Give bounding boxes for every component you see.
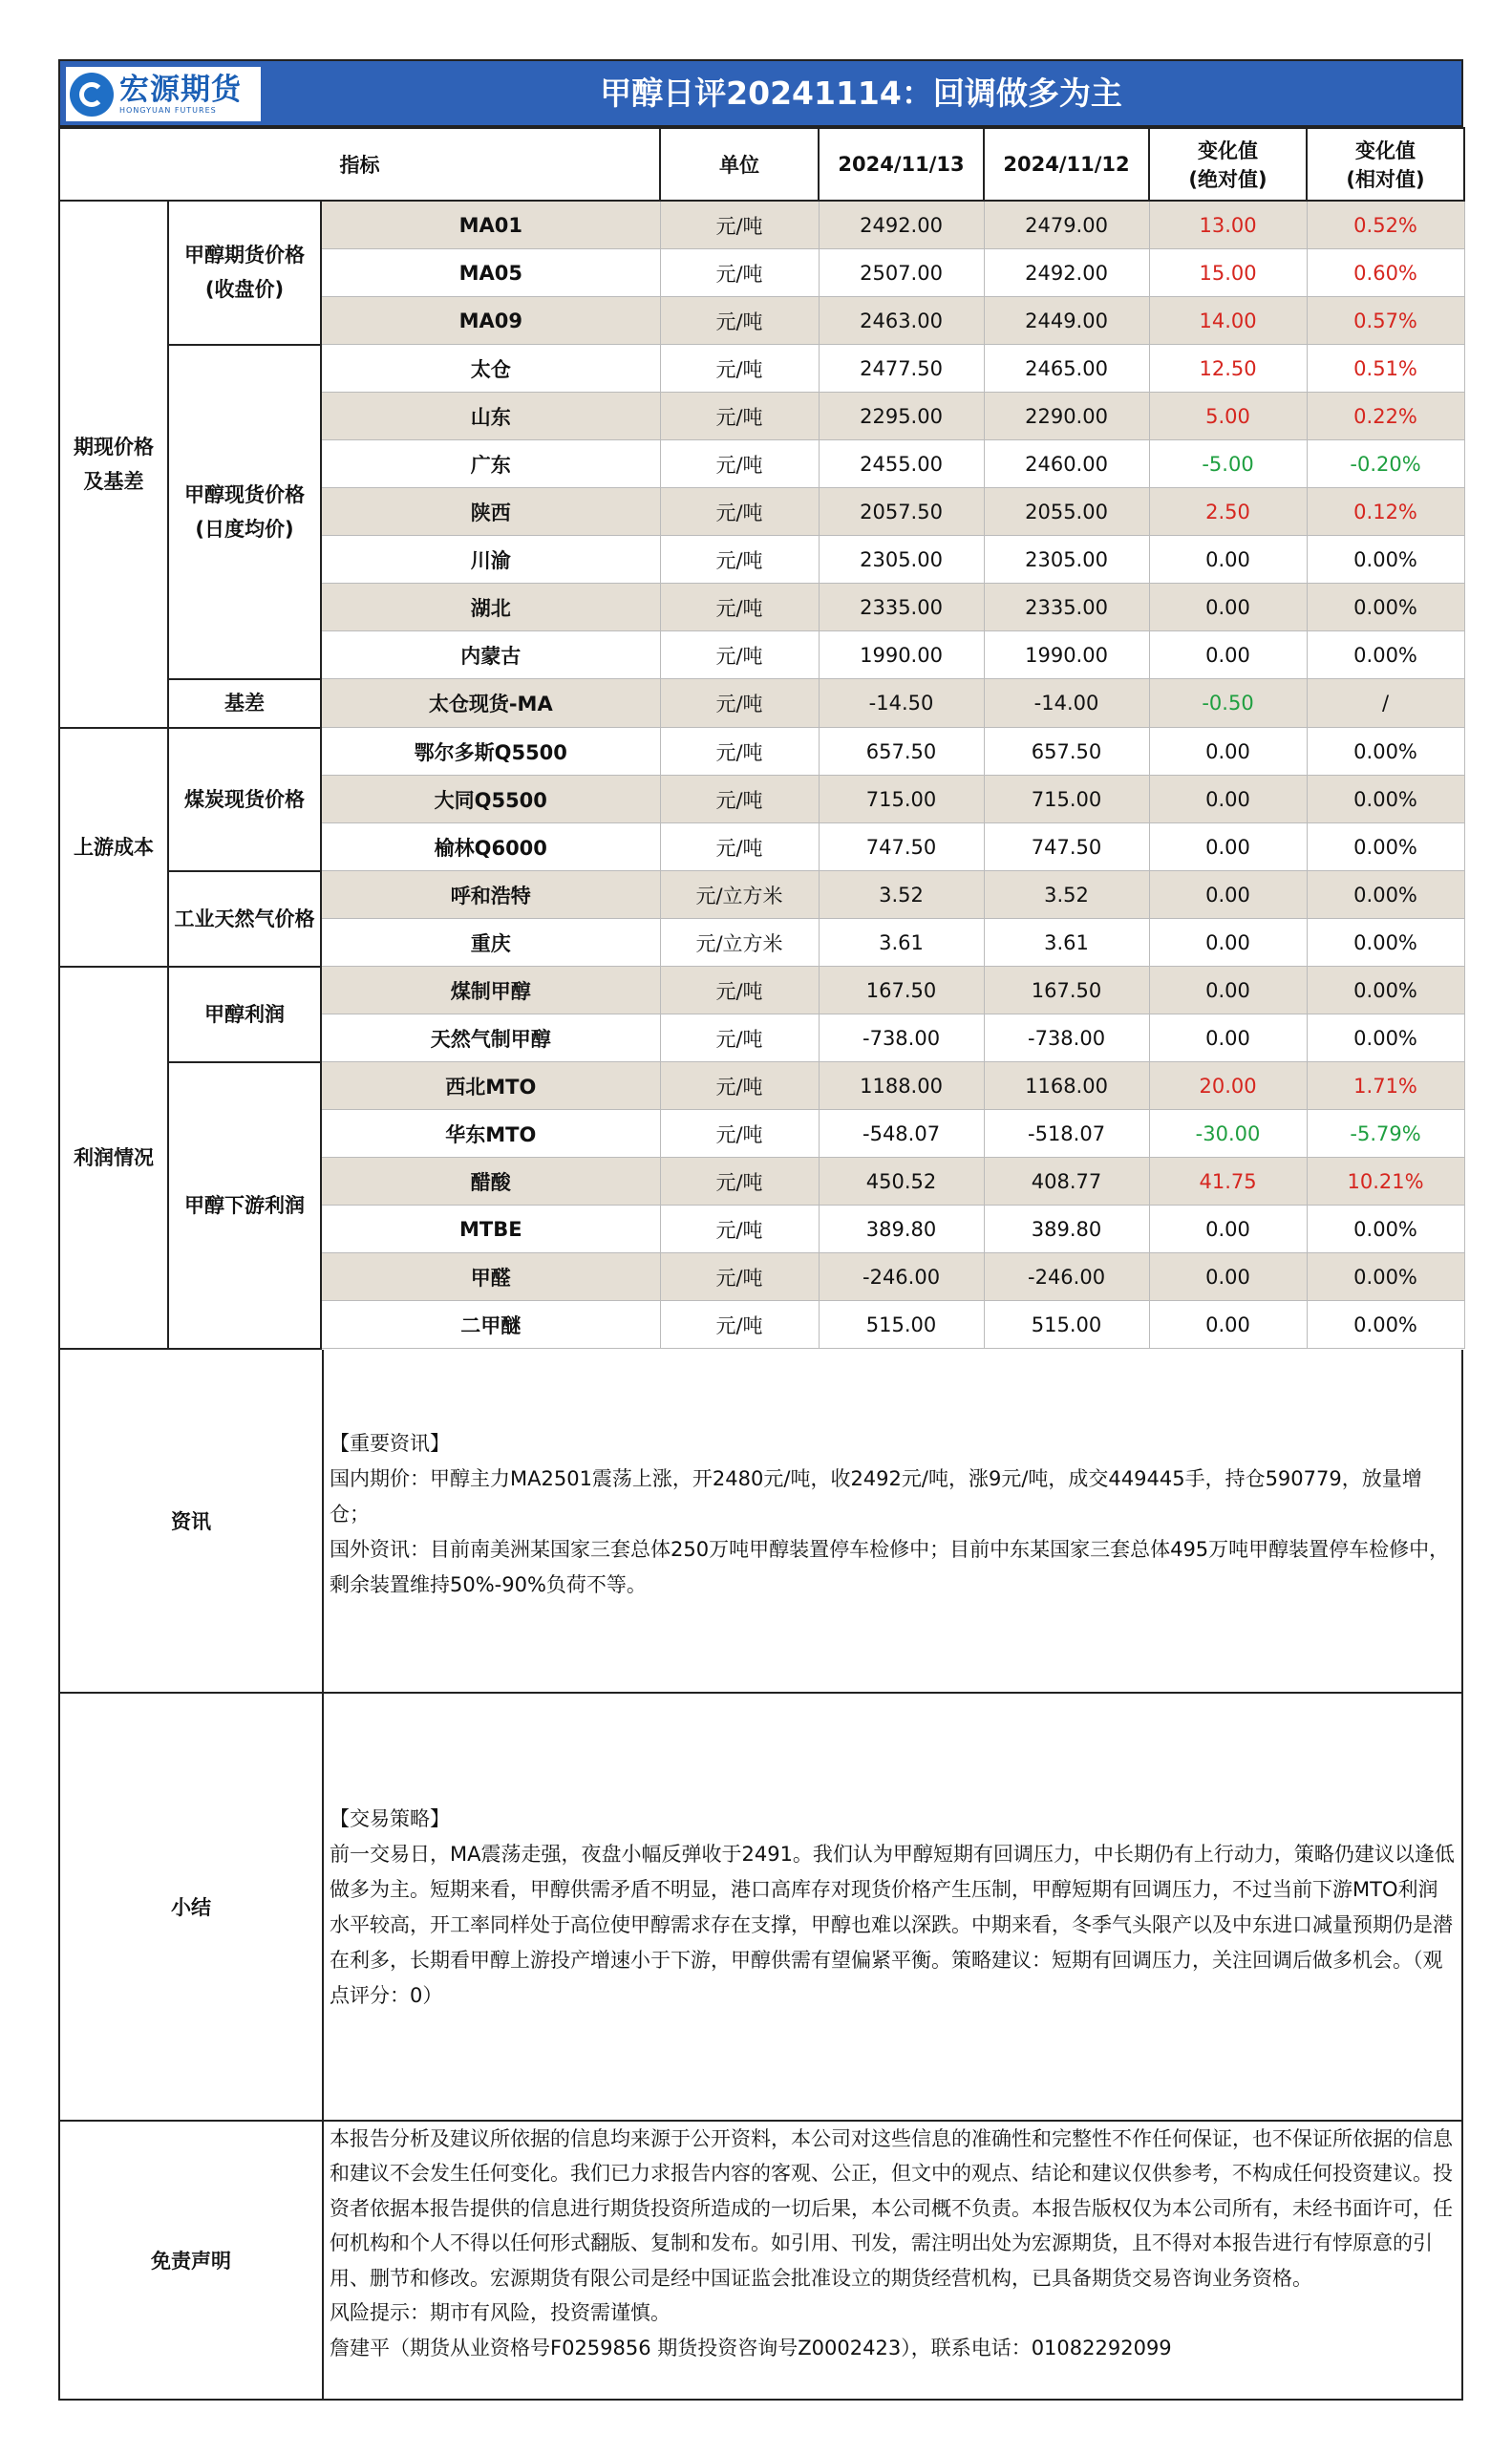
change-rel: 1.71% [1307,1062,1464,1110]
change-abs: 13.00 [1149,201,1307,249]
indicator-name: MA05 [321,249,660,297]
change-rel: 0.22% [1307,393,1464,440]
table-row-taicang [59,345,1464,393]
subgroup-label-line: 甲醇期货价格 [184,244,305,267]
value-date2: 2305.00 [984,536,1149,584]
indicator-name: 煤制甲醇 [321,967,660,1014]
group-label-profit: 利润情况 [59,967,168,1349]
table-row-hohhot-gas [59,871,1464,919]
change-rel: 0.00% [1307,871,1464,919]
header-change-abs [1149,128,1307,201]
value-date2: -14.00 [984,679,1149,728]
change-rel: 0.00% [1307,536,1464,584]
change-rel: 0.60% [1307,249,1464,297]
value-date1: -548.07 [819,1110,984,1158]
summary-body [324,1694,1461,2120]
indicator-name: 陕西 [321,488,660,536]
indicator-name: 二甲醚 [321,1301,660,1349]
unit-cell: 元/吨 [660,249,819,297]
subgroup-label-futures-price [168,201,321,345]
value-date1: 2295.00 [819,393,984,440]
value-date1: 2455.00 [819,440,984,488]
header-change-rel [1307,128,1464,201]
value-date1: -14.50 [819,679,984,728]
disclaimer-section [58,2122,1463,2401]
value-date2: 715.00 [984,776,1149,823]
indicator-name: 太仓 [321,345,660,393]
header-indicator: 指标 [59,128,660,201]
news-heading: 【重要资讯】 [330,1431,450,1455]
subgroup-label-basis: 基差 [168,679,321,728]
indicator-name: MTBE [321,1206,660,1253]
risk-warning: 风险提示：期市有风险，投资需谨慎。 [330,2301,671,2324]
change-abs: -5.00 [1149,440,1307,488]
logo-icon [70,73,114,117]
unit-cell: 元/吨 [660,679,819,728]
unit-cell: 元/吨 [660,1158,819,1206]
value-date2: 657.50 [984,728,1149,776]
indicator-name: 重庆 [321,919,660,967]
summary-text: 前一交易日，MA震荡走强，夜盘小幅反弹收于2491。我们认为甲醇短期有回调压力，中长期仍有上行动力，策略仍建议以逢低做多为主。短期来看，甲醇供需矛盾不明显，港口高库存对现货价格产生压制，甲醇短期有回调压力，不过当前下游MTO利润水平较高，开工率同样处于高位使甲醇需求存在支撑，甲醇也难以深跌。中期来看，冬季气头限产以及中东进口减量预期仍是潜在利多，长期看甲醇上游投产增速小于下游，甲醇供需有望偏紧平衡。策略建议：短期有回调压力，关注回调后做多机会。（观点评分：0） [330,1842,1455,2007]
disclaimer-label: 免责声明 [60,2122,324,2399]
value-date2: 2479.00 [984,201,1149,249]
value-date1: -246.00 [819,1253,984,1301]
change-abs: 0.00 [1149,776,1307,823]
indicator-name: 广东 [321,440,660,488]
group-label-futures-spot-basis [59,201,168,728]
table-row-coal-methanol [59,967,1464,1014]
indicator-name: MA01 [321,201,660,249]
value-date2: -518.07 [984,1110,1149,1158]
unit-cell: 元/立方米 [660,919,819,967]
change-rel: 0.57% [1307,297,1464,345]
disclaimer-text: 本报告分析及建议所依据的信息均来源于公开资料，本公司对这些信息的准确性和完整性不作任何保证，也不保证所依据的信息和建议不会发生任何变化。我们已力求报告内容的客观、公正，但文中的观点、结论和建议仅供参考，不构成任何投资建议。投资者依据本报告提供的信息进行期货投资所造成的一切后果，本公司概不负责。本报告版权仅为本公司所有，未经书面许可，任何机构和个人不得以任何形式翻版、复制和发布。如引用、刊发，需注明出处为宏源期货，且不得对本报告进行有悖原意的引用、删节和修改。宏源期货有限公司是经中国证监会批准设立的期货经营机构，已具备期货交易咨询业务资格。 [330,2126,1453,2290]
header-change-abs-line2: (绝对值) [1188,168,1267,191]
change-abs: 0.00 [1149,967,1307,1014]
unit-cell: 元/吨 [660,201,819,249]
subgroup-label-downstream-profit: 甲醇下游利润 [168,1062,321,1349]
subgroup-label-line: 甲醇现货价格 [184,482,305,506]
header-unit: 单位 [660,128,819,201]
company-logo [66,67,261,121]
value-date2: 2449.00 [984,297,1149,345]
change-abs: 0.00 [1149,728,1307,776]
subgroup-label-gas-price: 工业天然气价格 [168,871,321,967]
value-date2: 1168.00 [984,1062,1149,1110]
indicator-name: 西北MTO [321,1062,660,1110]
change-abs: -0.50 [1149,679,1307,728]
indicator-name: 山东 [321,393,660,440]
unit-cell: 元/吨 [660,1206,819,1253]
subgroup-label-methanol-profit: 甲醇利润 [168,967,321,1062]
unit-cell: 元/吨 [660,967,819,1014]
header-change-abs-line1: 变化值 [1198,139,1259,162]
unit-cell: 元/吨 [660,440,819,488]
unit-cell: 元/吨 [660,1110,819,1158]
table-row-ma01 [59,201,1464,249]
news-label: 资讯 [60,1350,324,1692]
value-date2: -246.00 [984,1253,1149,1301]
value-date2: 389.80 [984,1206,1149,1253]
summary-label: 小结 [60,1694,324,2120]
value-date2: 2465.00 [984,345,1149,393]
subgroup-label-line: (收盘价) [204,278,285,302]
unit-cell: 元/吨 [660,1253,819,1301]
change-abs: 0.00 [1149,1253,1307,1301]
header-date2: 2024/11/12 [984,128,1149,201]
value-date1: 2335.00 [819,584,984,631]
change-rel: 0.52% [1307,201,1464,249]
indicator-name: 湖北 [321,584,660,631]
indicator-name: 川渝 [321,536,660,584]
indicator-name: 华东MTO [321,1110,660,1158]
indicator-name: 甲醛 [321,1253,660,1301]
value-date1: 515.00 [819,1301,984,1349]
title-bar [58,59,1463,127]
change-abs: 14.00 [1149,297,1307,345]
change-abs: 15.00 [1149,249,1307,297]
change-abs: 20.00 [1149,1062,1307,1110]
change-abs: 0.00 [1149,1301,1307,1349]
value-date1: 3.52 [819,871,984,919]
indicator-name: 榆林Q6000 [321,823,660,871]
indicator-name: 天然气制甲醇 [321,1014,660,1062]
change-rel: 0.00% [1307,1206,1464,1253]
table-row-ordos-q5500 [59,728,1464,776]
header-change-rel-line2: (相对值) [1346,168,1425,191]
value-date2: 3.61 [984,919,1149,967]
analyst-info: 詹建平（期货从业资格号F0259856 期货投资咨询号Z0002423），联系电话：01082292099 [330,2336,1172,2359]
value-date1: 2477.50 [819,345,984,393]
news-foreign: 国外资讯：目前南美洲某国家三套总体250万吨甲醇装置停车检修中；目前中东某国家三套总体495万吨甲醇装置停车检修中，剩余装置维持50%-90%负荷不等。 [330,1537,1450,1596]
value-date2: 2335.00 [984,584,1149,631]
value-date1: 3.61 [819,919,984,967]
value-date2: 167.50 [984,967,1149,1014]
table-row-northwest-mto [59,1062,1464,1110]
value-date2: -738.00 [984,1014,1149,1062]
change-rel: -0.20% [1307,440,1464,488]
value-date1: 1188.00 [819,1062,984,1110]
header-date1: 2024/11/13 [819,128,984,201]
logo-name-en: HONGYUAN FUTURES [119,106,217,115]
change-rel: 0.00% [1307,967,1464,1014]
news-domestic: 国内期价：甲醇主力MA2501震荡上涨，开2480元/吨，收2492元/吨，涨9元/吨，成交449445手，持仓590779，放量增仓； [330,1466,1422,1526]
value-date1: 657.50 [819,728,984,776]
change-abs: 41.75 [1149,1158,1307,1206]
change-abs: 0.00 [1149,1206,1307,1253]
value-date1: 2463.00 [819,297,984,345]
value-date1: 450.52 [819,1158,984,1206]
change-rel: -5.79% [1307,1110,1464,1158]
change-rel: 0.00% [1307,919,1464,967]
change-rel: 0.00% [1307,584,1464,631]
unit-cell: 元/吨 [660,823,819,871]
group-label-line: 及基差 [83,469,144,493]
value-date2: 2460.00 [984,440,1149,488]
table-row-basis-taicang [59,679,1464,728]
change-abs: 2.50 [1149,488,1307,536]
value-date1: 2305.00 [819,536,984,584]
unit-cell: 元/吨 [660,345,819,393]
subgroup-label-coal-price: 煤炭现货价格 [168,728,321,871]
unit-cell: 元/吨 [660,1062,819,1110]
unit-cell: 元/吨 [660,584,819,631]
indicator-name: 内蒙古 [321,631,660,679]
unit-cell: 元/吨 [660,297,819,345]
unit-cell: 元/吨 [660,776,819,823]
change-abs: 0.00 [1149,871,1307,919]
unit-cell: 元/吨 [660,728,819,776]
change-rel: 10.21% [1307,1158,1464,1206]
value-date1: 715.00 [819,776,984,823]
group-label-upstream: 上游成本 [59,728,168,967]
change-rel: 0.00% [1307,1014,1464,1062]
news-body [324,1350,1461,1692]
value-date1: 1990.00 [819,631,984,679]
news-section [58,1350,1463,1694]
value-date2: 1990.00 [984,631,1149,679]
logo-name-cn: 宏源期货 [119,73,242,107]
disclaimer-body [324,2122,1461,2399]
value-date2: 2290.00 [984,393,1149,440]
indicator-table [58,127,1465,1350]
summary-section [58,1694,1463,2122]
subgroup-label-line: (日度均价) [195,517,294,541]
subgroup-label-spot-price [168,345,321,679]
value-date2: 408.77 [984,1158,1149,1206]
value-date1: 2507.00 [819,249,984,297]
change-rel: / [1307,679,1464,728]
table-header-row [59,128,1464,201]
indicator-name: 太仓现货-MA [321,679,660,728]
indicator-name: MA09 [321,297,660,345]
unit-cell: 元/吨 [660,631,819,679]
unit-cell: 元/吨 [660,393,819,440]
change-rel: 0.00% [1307,1301,1464,1349]
change-abs: 0.00 [1149,919,1307,967]
value-date1: 2057.50 [819,488,984,536]
unit-cell: 元/立方米 [660,871,819,919]
change-rel: 0.00% [1307,631,1464,679]
change-rel: 0.12% [1307,488,1464,536]
value-date2: 515.00 [984,1301,1149,1349]
indicator-name: 醋酸 [321,1158,660,1206]
value-date1: 389.80 [819,1206,984,1253]
unit-cell: 元/吨 [660,1014,819,1062]
unit-cell: 元/吨 [660,1301,819,1349]
change-abs: 0.00 [1149,536,1307,584]
indicator-name: 呼和浩特 [321,871,660,919]
change-rel: 0.00% [1307,1253,1464,1301]
value-date2: 3.52 [984,871,1149,919]
indicator-name: 大同Q5500 [321,776,660,823]
indicator-name: 鄂尔多斯Q5500 [321,728,660,776]
value-date2: 2492.00 [984,249,1149,297]
report-sheet [58,59,1463,2401]
change-abs: 0.00 [1149,584,1307,631]
change-abs: 5.00 [1149,393,1307,440]
value-date1: 167.50 [819,967,984,1014]
change-rel: 0.00% [1307,823,1464,871]
unit-cell: 元/吨 [660,536,819,584]
change-rel: 0.00% [1307,728,1464,776]
change-abs: 12.50 [1149,345,1307,393]
change-rel: 0.00% [1307,776,1464,823]
value-date2: 747.50 [984,823,1149,871]
value-date1: 2492.00 [819,201,984,249]
summary-heading: 【交易策略】 [330,1806,450,1830]
group-label-line: 期现价格 [74,435,154,459]
change-rel: 0.51% [1307,345,1464,393]
header-change-rel-line1: 变化值 [1355,139,1416,162]
change-abs: 0.00 [1149,631,1307,679]
change-abs: 0.00 [1149,823,1307,871]
unit-cell: 元/吨 [660,488,819,536]
change-abs: 0.00 [1149,1014,1307,1062]
value-date2: 2055.00 [984,488,1149,536]
value-date1: 747.50 [819,823,984,871]
change-abs: -30.00 [1149,1110,1307,1158]
report-title: 甲醇日评20241114：回调做多为主 [600,75,1122,112]
value-date1: -738.00 [819,1014,984,1062]
